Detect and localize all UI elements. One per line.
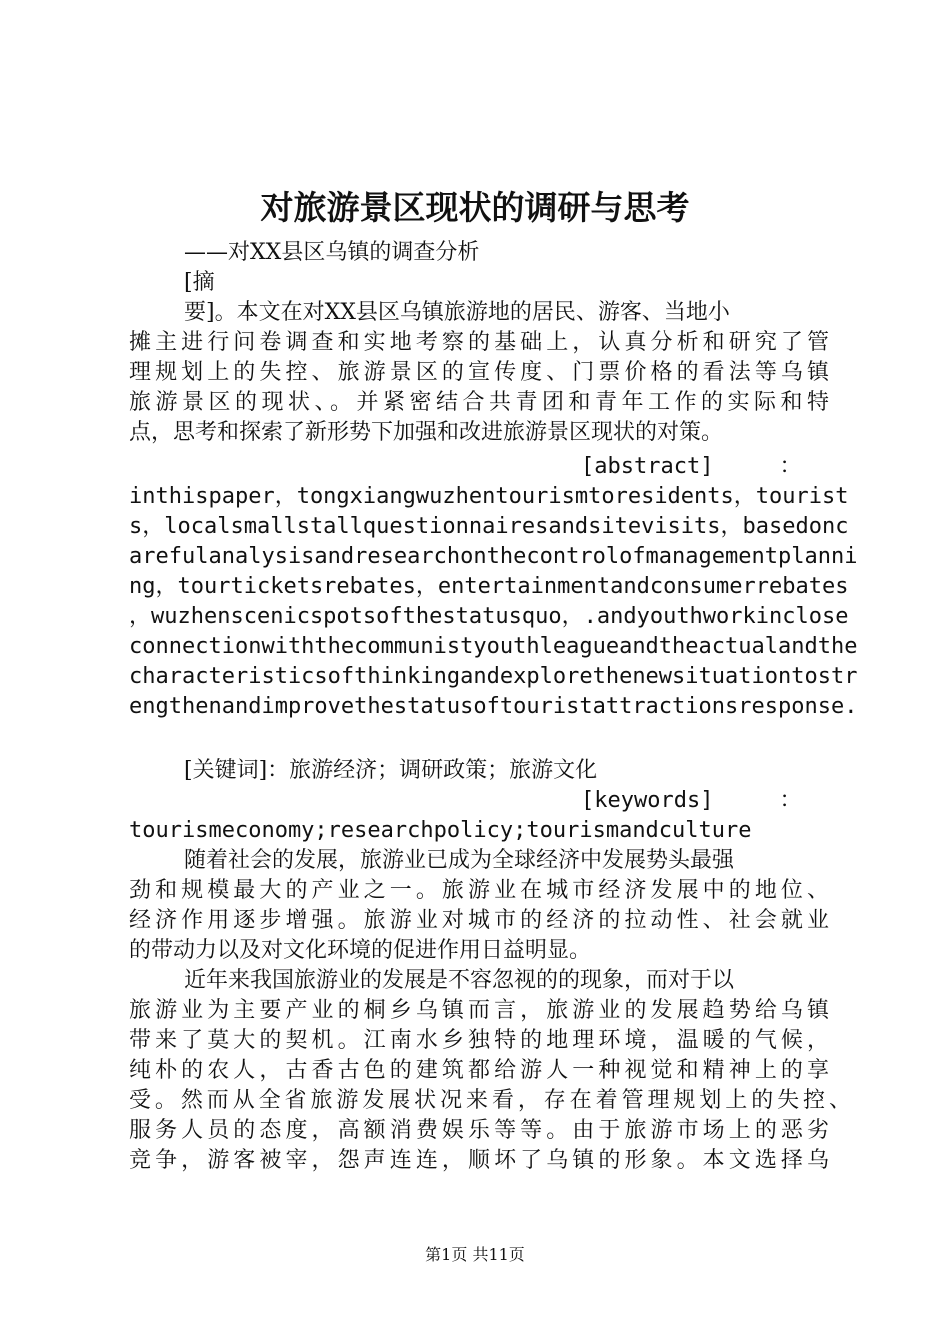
abstract-en-line: s，localsmallstallquestionnairesandsitevisits，basedonc	[129, 514, 849, 539]
paragraph-line: 的带动力以及对文化环境的促进作用日益明显。	[129, 938, 592, 963]
abstract-en-line: engthenandimprovethestatusoftouristattractionsresponse.	[129, 694, 858, 719]
paragraph-line: 服务人员的态度，高额消费娱乐等等。由于旅游市场上的恶劣	[129, 1118, 829, 1143]
abstract-en-line: ，wuzhenscenicspotsofthestatusquo，.andyouthworkinclose	[129, 604, 849, 629]
abstract-en-line: characteristicsofthinkingandexplorethenewsituationtostr	[129, 664, 858, 689]
abstract-en-label: [abstract] ：	[581, 454, 802, 479]
paragraph-line: 劲和规模最大的产业之一。旅游业在城市经济发展中的地位、	[129, 878, 829, 903]
abstract-cn-label: [摘	[184, 270, 215, 295]
keywords-cn: [关键词]：旅游经济；调研政策；旅游文化	[184, 758, 598, 783]
paragraph-line: 近年来我国旅游业的发展是不容忽视的的现象，而对于以	[184, 968, 735, 993]
document-title: 对旅游景区现状的调研与思考	[260, 188, 690, 227]
abstract-cn-line: 要]。本文在对XX县区乌镇旅游地的居民、游客、当地小	[184, 300, 730, 325]
abstract-en-line: arefulanalysisandresearchonthecontrolofmanagementplanni	[129, 544, 858, 569]
paragraph-line: 带来了莫大的契机。江南水乡独特的地理环境，温暖的气候，	[129, 1028, 829, 1053]
paragraph-line: 受。然而从全省旅游发展状况来看，存在着管理规划上的失控、	[129, 1088, 851, 1113]
keywords-en: tourismeconomy;researchpolicy;tourismandculture	[129, 818, 752, 843]
page-footer: 第1页 共11页	[425, 1245, 525, 1264]
abstract-en-line: inthispaper，tongxiangwuzhentourismtoresidents，tourist	[129, 484, 849, 509]
paragraph-line: 竞争，游客被宰，怨声连连，顺坏了乌镇的形象。本文选择乌	[129, 1148, 829, 1173]
abstract-en-line: ng，tourticketsrebates，entertainmentandconsumerrebates	[129, 574, 849, 599]
keywords-en-label: [keywords] ：	[581, 788, 802, 813]
paragraph-line: 经济作用逐步增强。旅游业对城市的经济的拉动性、社会就业	[129, 908, 829, 933]
paragraph-line: 纯朴的农人，古香古色的建筑都给游人一种视觉和精神上的享	[129, 1058, 829, 1083]
abstract-cn-line: 旅游景区的现状、。并紧密结合共青团和青年工作的实际和特	[129, 390, 829, 415]
abstract-cn-line: 点，思考和探索了新形势下加强和改进旅游景区现状的对策。	[129, 420, 724, 445]
abstract-cn-line: 摊主进行问卷调查和实地考察的基础上，认真分析和研究了管	[129, 330, 829, 355]
paragraph-line: 旅游业为主要产业的桐乡乌镇而言，旅游业的发展趋势给乌镇	[129, 998, 829, 1023]
paragraph-line: 随着社会的发展，旅游业已成为全球经济中发展势头最强	[184, 848, 735, 873]
abstract-cn-line: 理规划上的失控、旅游景区的宣传度、门票价格的看法等乌镇	[129, 360, 829, 385]
abstract-en-line: connectionwiththecommunistyouthleagueandtheactualandthe	[129, 634, 858, 659]
subtitle: ——对XX县区乌镇的调查分析	[184, 240, 480, 265]
